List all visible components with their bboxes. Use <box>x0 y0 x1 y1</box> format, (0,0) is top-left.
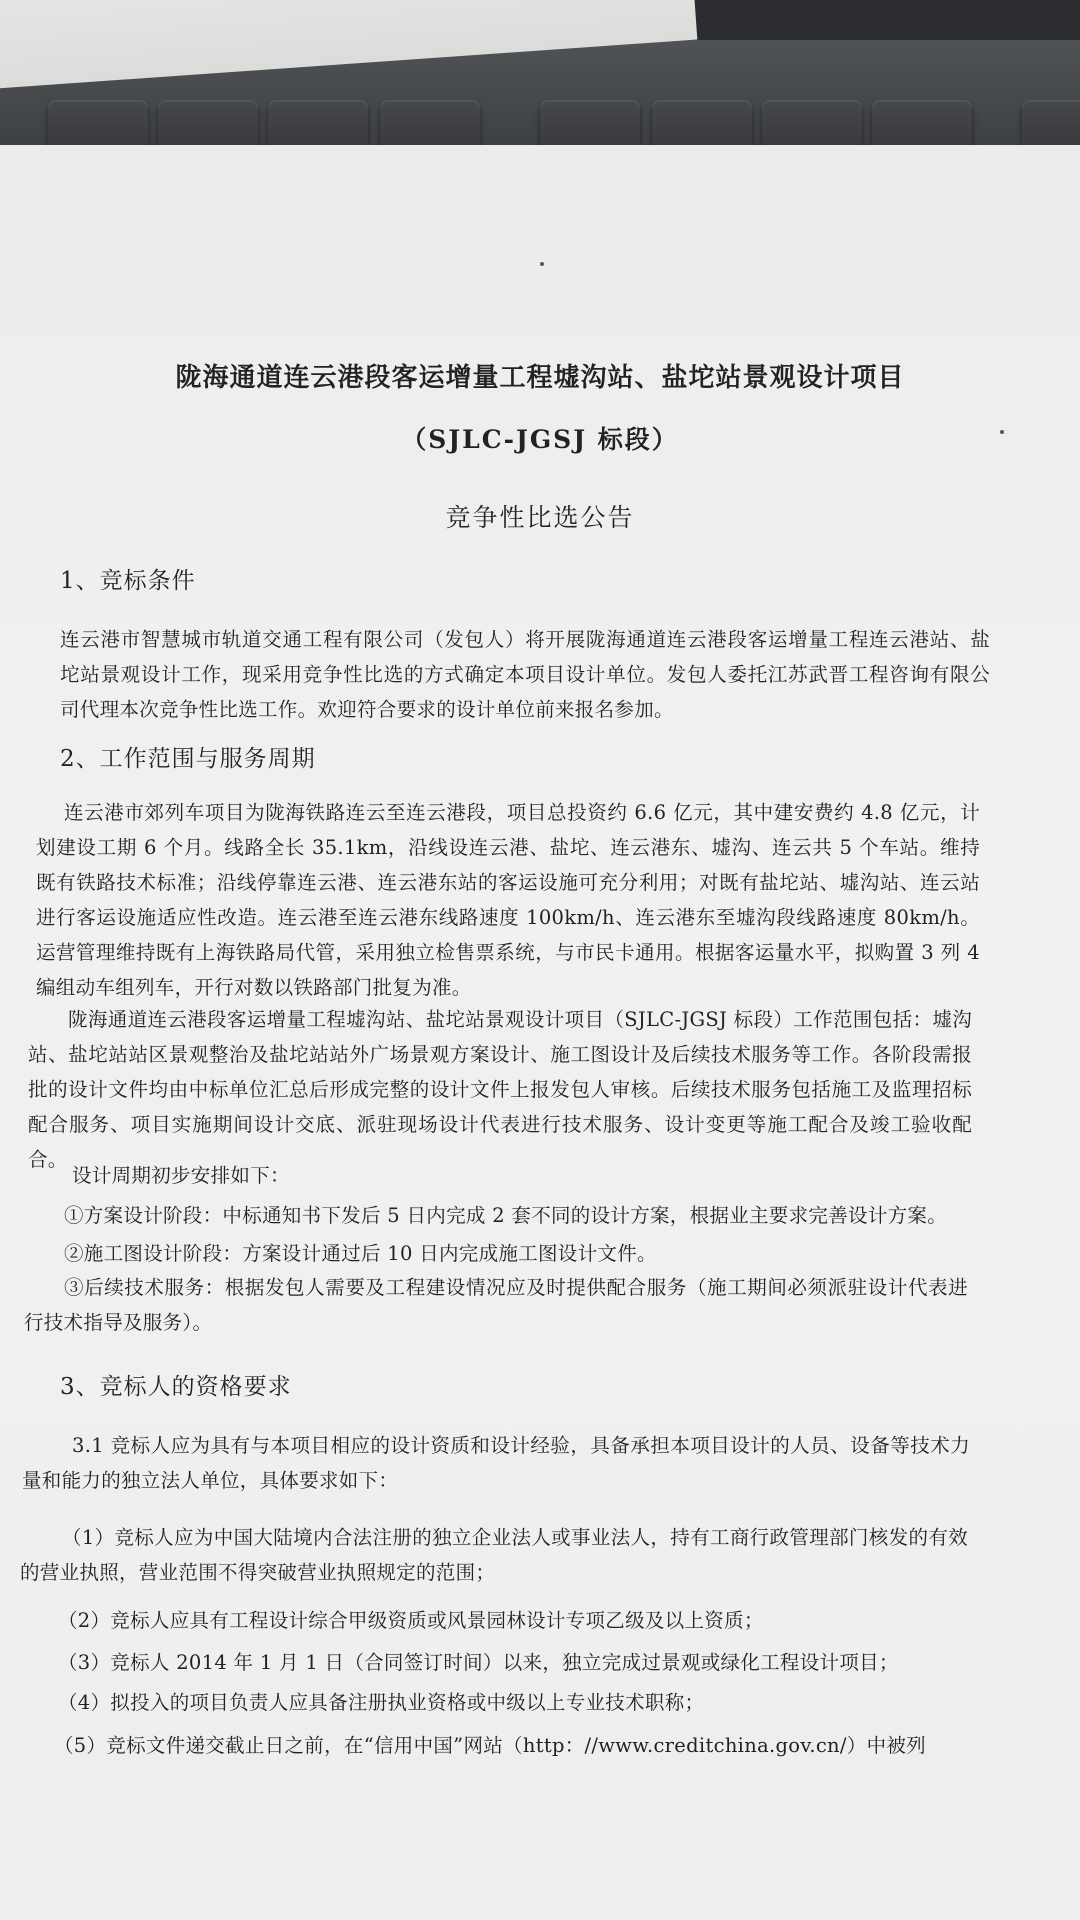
section-2-heading: 2、工作范围与服务周期 <box>60 746 316 772</box>
section-3-intro: 3.1 竞标人应为具有与本项目相应的设计资质和设计经验，具备承担本项目设计的人员、设备等技术力量和能力的独立法人单位，具体要求如下： <box>22 1434 970 1492</box>
schedule-item-2: ②施工图设计阶段：方案设计通过后 10 日内完成施工图设计文件。 <box>64 1242 657 1265</box>
schedule-item-1: ①方案设计阶段：中标通知书下发后 5 日内完成 2 套不同的设计方案，根据业主要求完善设计方案。 <box>64 1204 948 1227</box>
requirement-2: （2）竞标人应具有工程设计综合甲级资质或风景园林设计专项乙级及以上资质； <box>58 1609 764 1632</box>
notice-title: 竞争性比选公告 <box>445 503 635 532</box>
schedule-intro: 设计周期初步安排如下： <box>72 1164 290 1187</box>
requirement-5: （5）竞标文件递交截止日之前，在“信用中国”网站（http：//www.creditchina.gov.cn/）中被列 <box>54 1734 926 1757</box>
requirement-1: （1）竞标人应为中国大陆境内合法注册的独立企业法人或事业法人，持有工商行政管理部门核发的有效的营业执照，营业范围不得突破营业执照规定的范围； <box>20 1526 968 1584</box>
requirement-4: （4）拟投入的项目负责人应具备注册执业资格或中级以上专业技术职称； <box>58 1691 705 1714</box>
section-2-paragraph-1: 连云港市郊列车项目为陇海铁路连云至连云港段，项目总投资约 6.6 亿元，其中建安费约 4.8 亿元，计划建设工期 6 个月。线路全长 35.1km，沿线设连云港、盐坨、连云港东、墟沟、连云共 5 个车站。维持既有铁路技术标准；沿线停靠连云港、连云港东站的客运设施可充分利用；对既有盐坨站、墟沟站、连云站进行客运设施适应性改造。连云港至连云港东线路速度 100km/h、连云港东至墟沟段线路速度 80km/h。运营管理维持既有上海铁路局代管，采用独立检售票系统，与市民卡通用。根据客运量水平，拟购置 3 列 4 编组动车组列车，开行对数以铁路部门批复为准。 <box>36 801 980 999</box>
section-1-heading: 1、竞标条件 <box>60 568 196 594</box>
section-1-body: 连云港市智慧城市轨道交通工程有限公司（发包人）将开展陇海通道连云港段客运增量工程连云港站、盐坨站景观设计工作，现采用竞争性比选的方式确定本项目设计单位。发包人委托江苏武晋工程咨询有限公司代理本次竞争性比选工作。欢迎符合要求的设计单位前来报名参加。 <box>60 628 990 721</box>
document-page <box>0 145 1080 1920</box>
section-code: （SJLC-JGSJ 标段） <box>401 425 679 454</box>
requirement-3: （3）竞标人 2014 年 1 月 1 日（合同签订时间）以来，独立完成过景观或绿化工程设计项目； <box>58 1651 899 1674</box>
section-2-paragraph-2: 陇海通道连云港段客运增量工程墟沟站、盐坨站景观设计项目（SJLC-JGSJ 标段）工作范围包括：墟沟站、盐坨站站区景观整治及盐坨站站外广场景观方案设计、施工图设计及后续技术服务等工作。各阶段需报批的设计文件均由中标单位汇总后形成完整的设计文件上报发包人审核。后续技术服务包括施工及监理招标配合服务、项目实施期间设计交底、派驻现场设计代表进行技术服务、设计变更等施工配合及竣工验收配合。 <box>28 1008 972 1171</box>
schedule-item-3: ③后续技术服务：根据发包人需要及工程建设情况应及时提供配合服务（施工期间必须派驻设计代表进行技术指导及服务）。 <box>24 1276 968 1334</box>
section-3-heading: 3、竞标人的资格要求 <box>60 1374 292 1400</box>
document-title: 陇海通道连云港段客运增量工程墟沟站、盐坨站景观设计项目 <box>175 363 905 393</box>
paper-speck <box>540 262 544 266</box>
